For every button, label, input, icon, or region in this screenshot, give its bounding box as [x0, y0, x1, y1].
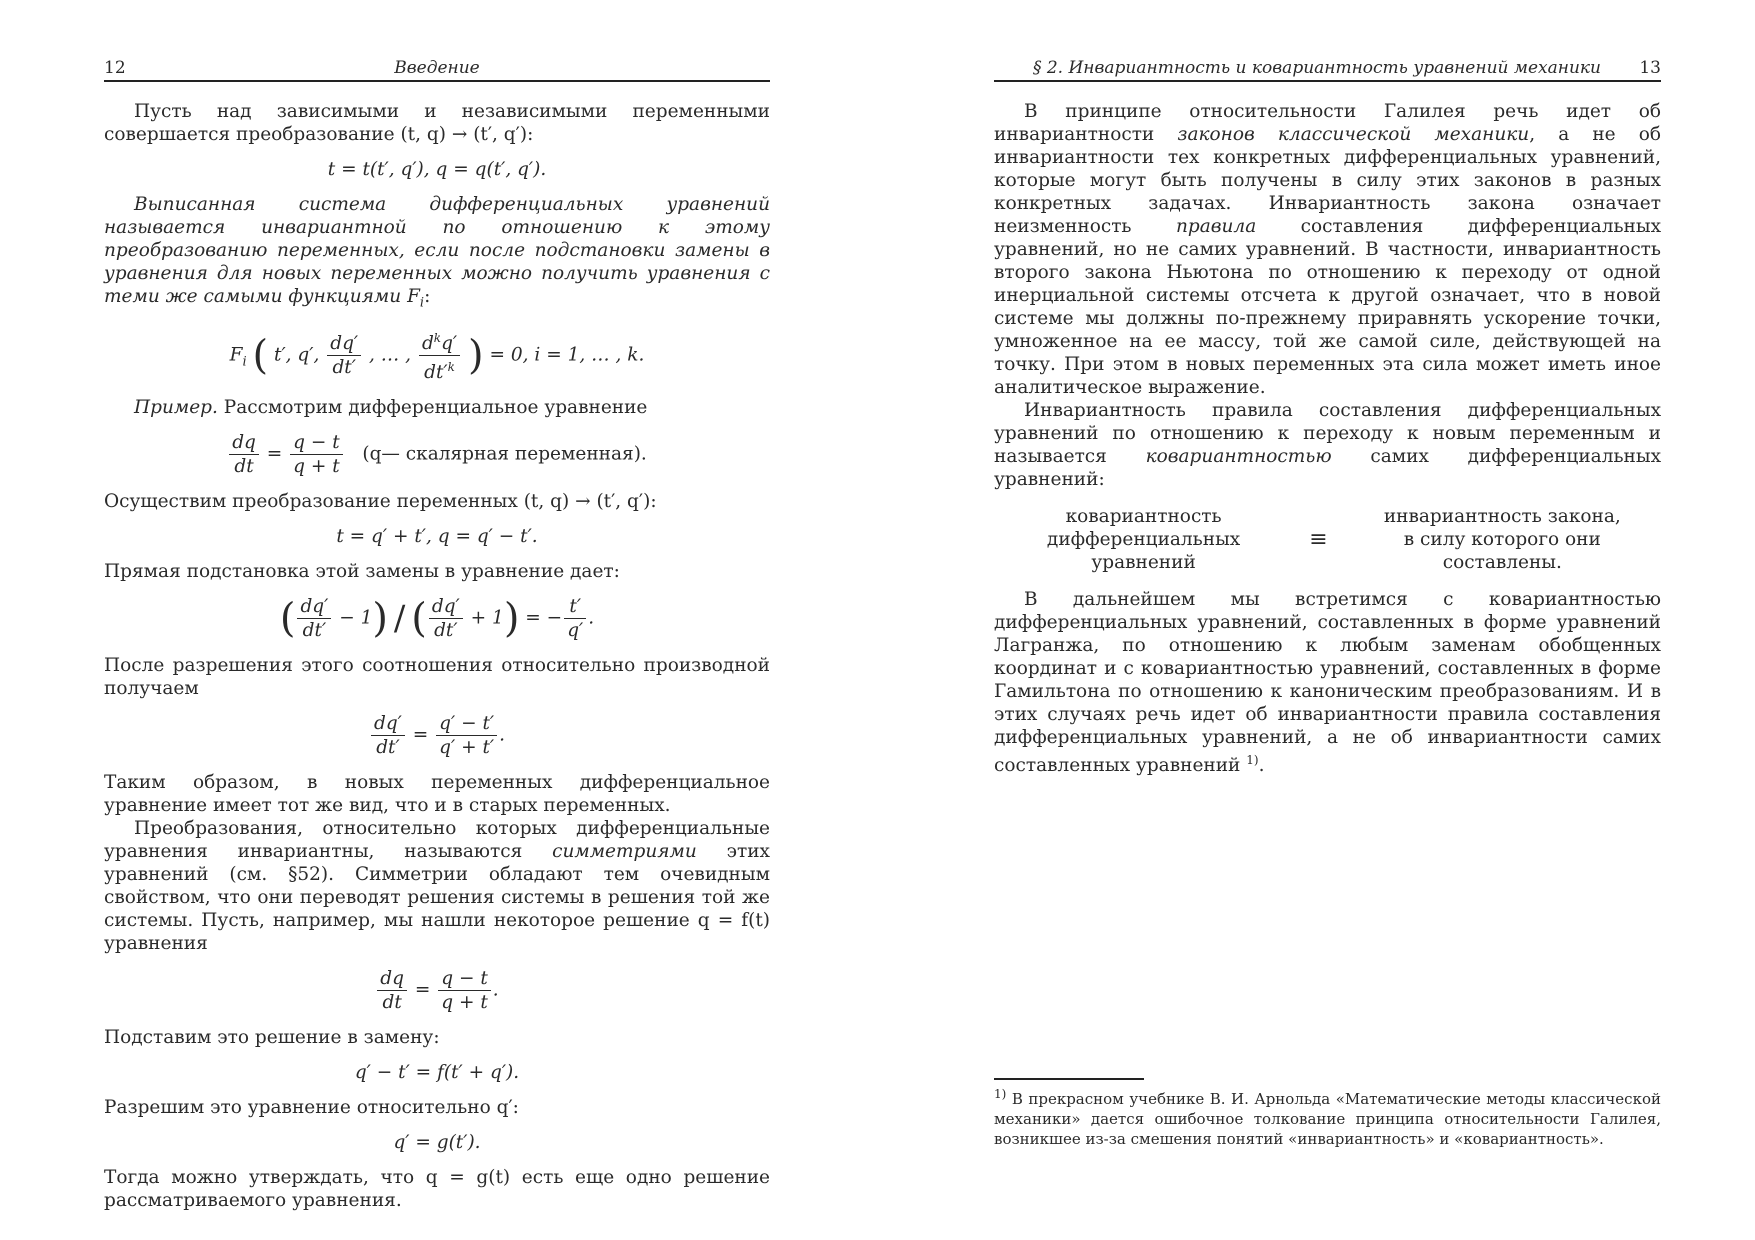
right-page-body [994, 100, 1661, 777]
definition-equivalence [994, 505, 1661, 574]
equation: $F_i$ ( t′, q′, $\frac{dq'}{dt'}$ , … , $\frac{d^kq'}{dt'^k}$ ) = 0, i = 1, … , k. [104, 327, 770, 384]
page-number: 12 [104, 58, 126, 78]
paragraph: Инвариантность правила составления дифференциальных уравнений по отношению к переходу к новым переменным и называется ковариантностью самих дифференциальных уравнений: [994, 400, 1662, 490]
running-title: § 2. Инвариантность и ковариантность уравнений механики [1032, 58, 1601, 78]
example-label: Пример. [134, 397, 218, 418]
eq-term: t′, q′, [274, 344, 320, 366]
paragraph: Осуществим преобразование переменных (t, q) → (t′, q′): [104, 491, 657, 512]
left-page-header [104, 56, 770, 82]
footnote-text: В прекрасном учебнике В. И. Арнольда «Математические методы классической механики» дается ошибочное толкование принципа относительности Галилея, возникшее из-за смешения понятий «инвариантность» и «ковариантность». [994, 1090, 1661, 1148]
fraction: $\frac{q - t}{q + t}$ [290, 431, 343, 478]
equation: t = t(t′, q′), q = q(t′, q′). [327, 159, 547, 180]
text: : [424, 286, 431, 307]
fraction: $\frac{dq'}{dt'}$ [327, 332, 361, 379]
equation: $\frac{dq'}{dt'}$ = $\frac{q' - t'}{q' + t'}$ . [104, 712, 770, 759]
paragraph [104, 396, 770, 419]
equivalence-sign: ≡ [1309, 527, 1328, 552]
paragraph: Выписанная система дифференциальных уравнений называется инвариантной по отношению к этому преобразованию переменных, если после подстановки замены в уравнения для новых переменных можно получить уравнения с теми же самыми функциями $F_i$: [104, 194, 770, 311]
right-page-header [994, 56, 1661, 82]
footnote-divider [994, 1078, 1144, 1080]
left-page-body [104, 100, 770, 1212]
paragraph: В принципе относительности Галилея речь идет об инвариантности законов классической механики, а не об инвариантности тех конкретных дифференциальных уравнений, которые могут быть получены в силу этих законов в разных конкретных задачах. Инвариантность закона означает неизменность правила составления дифференциальных уравнений, но не самих уравнений. В частности, инвариантность второго закона Ньютона по отношению к переходу от одной инерциальной системы отсчета к другой означает, что в новой системе мы должны по-прежнему приравнять ускорение точки, умноженное на ее массу, той же самой силе, действующей на точку. При этом в новых переменных эта сила может иметь иное аналитическое выражение. [994, 101, 1662, 398]
paragraph: Преобразования, относительно которых дифференциальные уравнения инвариантны, называются симметриями этих уравнений (см. §52). Симметрии обладают тем очевидным свойством, что они переводят решения системы в решения той же системы. Пусть, например, мы нашли некоторое решение q = f(t) уравнения [104, 818, 770, 954]
equation: $\frac{dq}{dt}$ = $\frac{q - t}{q + t}$ (q— скалярная переменная). [104, 431, 770, 478]
paragraph: Подставим это решение в замену: [104, 1027, 440, 1048]
paragraph: В дальнейшем мы встретимся с ковариантностью дифференциальных уравнений, составленных в форме уравнений Лагранжа, по отношению к любым заменам обобщенных координат и с ковариантностью уравнений, составленных в форме Гамильтона по отношению к каноническим преобразованиям. И в этих случаях речь идет об инвариантности правила составления дифференциальных уравнений, а не об инвариантности самих составленных уравнений $^{1)}$. [994, 589, 1661, 777]
paragraph: Тогда можно утверждать, что q = g(t) есть еще одно решение рассматриваемого уравнения. [104, 1167, 770, 1211]
eq-term: = 0, i = 1, … , k. [489, 344, 645, 366]
footnote-mark: 1) [994, 1087, 1007, 1101]
paragraph: Прямая подстановка этой замены в уравнение дает: [104, 561, 620, 582]
equation: ( $\frac{dq'}{dt'}$ − 1) / ( $\frac{dq'}{dt'}$ + 1) = − $\frac{t'}{q'}$ . [279, 595, 595, 642]
footnote [994, 1084, 1661, 1149]
paragraph: После разрешения этого соотношения относительно производной получаем [104, 655, 770, 699]
right-page [994, 0, 1661, 1240]
italic-text: Выписанная система дифференциальных уравнений называется инвариантной по отношению к этому преобразованию переменных, если после подстановки замены в уравнения для новых переменных можно получить уравнения с теми же самыми функциями F [104, 194, 770, 307]
definition-left: ковариантность дифференциальных уравнений [1046, 506, 1241, 573]
equation: $\frac{dq}{dt}$ = $\frac{q - t}{q + t}$ . [104, 967, 770, 1014]
running-title: Введение [394, 58, 480, 78]
definition-right: инвариантность закона, в силу которого они составлены. [1383, 506, 1621, 573]
page-number: 13 [1639, 58, 1661, 78]
paragraph: Разрешим это уравнение относительно q′: [104, 1097, 519, 1118]
eq-term: , … , [369, 344, 412, 366]
footnote-ref[interactable]: 1) [1246, 753, 1259, 767]
left-page [104, 0, 770, 1240]
equation: t = q′ + t′, q = q′ − t′. [336, 526, 538, 547]
fraction: $\frac{dq}{dt}$ [229, 431, 259, 478]
text: Рассмотрим дифференциальное уравнение [217, 397, 648, 418]
paragraph: Таким образом, в новых переменных дифференциальное уравнение имеет тот же вид, что и в старых переменных. [104, 772, 770, 816]
fraction: $\frac{d^kq'}{dt'^k}$ [419, 327, 460, 384]
paragraph: Пусть над зависимыми и независимыми переменными совершается преобразование (t, q) → (t′, q′): [104, 101, 770, 145]
eq-term: F [229, 344, 243, 366]
eq-note: (q— скалярная переменная). [362, 443, 647, 465]
equation: q′ − t′ = f(t′ + q′). [354, 1062, 520, 1083]
equation: q′ = g(t′). [393, 1132, 481, 1153]
